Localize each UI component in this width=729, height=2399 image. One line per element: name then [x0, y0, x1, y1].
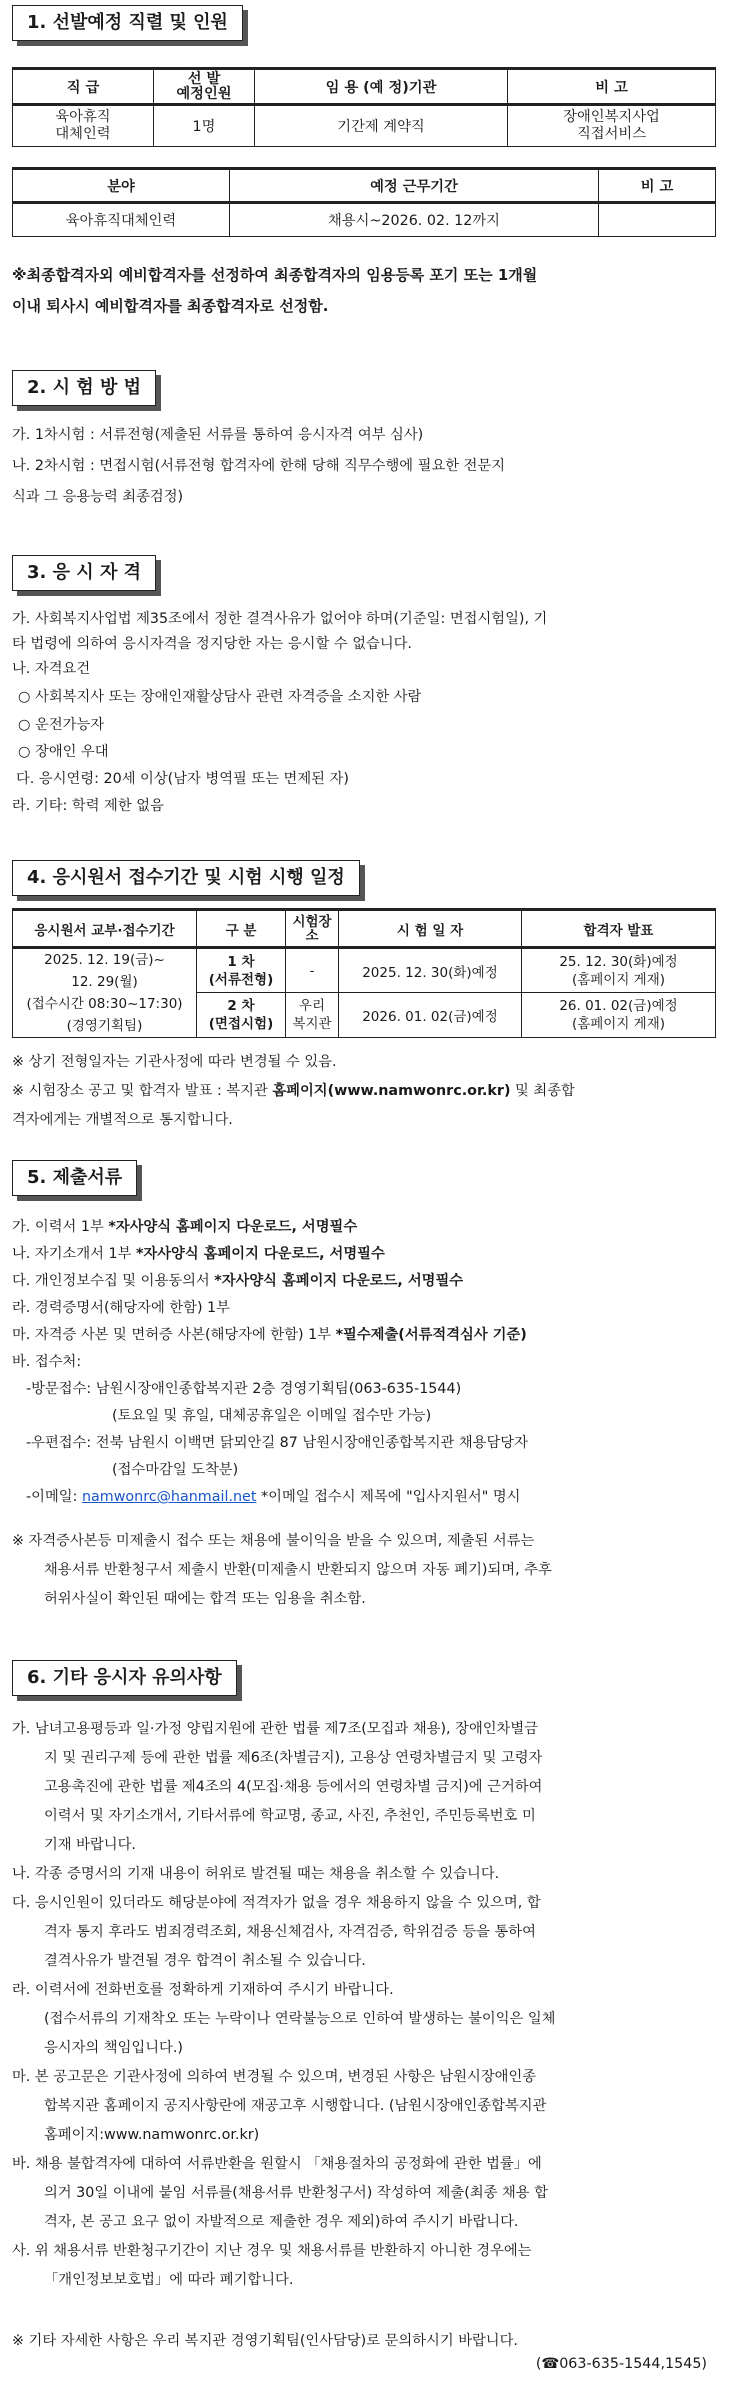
cell-round-1: 1 차 (서류전형) — [197, 948, 286, 993]
docs-2-label: 나. 자기소개서 1부 — [12, 1246, 136, 1262]
docs-line-2 — [12, 1243, 385, 1263]
cell-date-1: 2025. 12. 30(화)예정 — [339, 948, 522, 993]
notice-line: 합복지관 홈페이지 공지사항란에 재공고후 시행합니다. (남원시장애인종합복지관 — [44, 2098, 547, 2114]
notice-line: 응시자의 책임입니다.) — [44, 2040, 183, 2056]
cell-grade: 육아휴직 대체인력 — [13, 105, 154, 147]
period-table — [12, 167, 716, 237]
section-4-title: 4. 응시원서 접수기간 및 시험 시행 일정 — [12, 860, 360, 896]
col-remark2: 비 고 — [599, 169, 716, 203]
col-agency: 임 용 (예 정)기관 — [255, 69, 508, 105]
cell-field: 육아휴직대체인력 — [13, 203, 230, 237]
docs-mail: -우편접수: 전북 남원시 이백면 닭뫼안길 87 남원시장애인종합복지관 채용담당자 — [26, 1435, 528, 1451]
col-date: 시 험 일 자 — [339, 910, 522, 948]
cell-result-2: 26. 01. 02(금)예정 (홈페이지 게재) — [522, 993, 716, 1038]
qual-line-7: 다. 응시연령: 20세 이상(남자 병역필 또는 면제된 자) — [16, 771, 349, 787]
docs-line-4: 라. 경력증명서(해당자에 한함) 1부 — [12, 1300, 230, 1316]
notice-line: 홈페이지:www.namwonrc.or.kr) — [44, 2127, 260, 2143]
schedule-note-1: ※ 상기 전형일자는 기관사정에 따라 변경될 수 있음. — [12, 1054, 337, 1070]
cell-place-2: 우리 복지관 — [286, 993, 339, 1038]
qual-line-1: 가. 사회복지사업법 제35조에서 정한 결격사유가 없어야 하며(기준일: 면접시험일), 기 — [12, 611, 548, 627]
col-grade: 직 급 — [13, 69, 154, 105]
qual-line-2: 타 법령에 의하여 응시자격을 정지당한 자는 응시할 수 없습니다. — [12, 636, 412, 652]
homepage-link[interactable]: 홈페이지(www.namwonrc.or.kr) — [272, 1083, 511, 1099]
cell-quota: 1명 — [154, 105, 255, 147]
cell-period: 채용시~2026. 02. 12까지 — [230, 203, 599, 237]
contact-note: ※ 기타 자세한 사항은 우리 복지관 경영기획팀(인사담당)로 문의하시기 바랍니다. — [12, 2333, 518, 2349]
qual-line-4: ○ 사회복지사 또는 장애인재활상담사 관련 자격증을 소지한 사람 — [18, 689, 422, 705]
qual-line-5: ○ 운전가능자 — [18, 717, 105, 733]
exam-line-1: 가. 1차시험 : 서류전형(제출된 서류를 통하여 응시자격 여부 심사) — [12, 427, 424, 443]
email-link[interactable]: namwonrc@hanmail.net — [81, 1489, 257, 1505]
reserve-note-2: 이내 퇴사시 예비합격자를 최종합격자로 선정함. — [12, 297, 329, 315]
col-field: 분야 — [13, 169, 230, 203]
col-period: 예정 근무기간 — [230, 169, 599, 203]
docs-mail-note: (접수마감일 도착분) — [112, 1462, 239, 1478]
exam-line-2: 나. 2차시험 : 면접시험(서류전형 합격자에 한해 당해 직무수행에 필요한 전문지 — [12, 458, 506, 474]
cell-remark2 — [599, 203, 716, 237]
section-3-title: 3. 응 시 자 격 — [12, 555, 156, 591]
notice-line: 결격사유가 발견될 경우 합격이 취소될 수 있습니다. — [44, 1953, 366, 1969]
col-result: 합격자 발표 — [522, 910, 716, 948]
docs-note-3: 허위사실이 확인된 때에는 합격 또는 임용을 취소함. — [44, 1591, 366, 1607]
docs-line-6: 바. 접수처: — [12, 1354, 82, 1370]
section-1-title: 1. 선발예정 직렬 및 인원 — [12, 5, 243, 41]
qual-line-6: ○ 장애인 우대 — [18, 744, 109, 760]
notice-line: (접수서류의 기재착오 또는 누락이나 연락불능으로 인하여 발생하는 불이익은 일체 — [44, 2011, 556, 2027]
docs-line-1 — [12, 1216, 357, 1236]
notice-line: 의거 30일 이내에 붙임 서류를(채용서류 반환청구서) 작성하여 제출(최종 채용 합 — [44, 2185, 548, 2201]
cell-date-2: 2026. 01. 02(금)예정 — [339, 993, 522, 1038]
reserve-note-1: ※최종합격자외 예비합격자를 선정하여 최종합격자의 임용등록 포기 또는 1개월 — [12, 266, 538, 284]
exam-line-3: 식과 그 응용능력 최종검정) — [12, 489, 184, 505]
notice-line: 바. 채용 불합격자에 대하여 서류반환을 원할시 「채용절차의 공정화에 관한 법률」에 — [12, 2156, 542, 2172]
docs-3-label: 다. 개인정보수집 및 이용동의서 — [12, 1273, 215, 1289]
cell-result-1: 25. 12. 30(화)예정 (홈페이지 게재) — [522, 948, 716, 993]
notice-line: 이력서 및 자기소개서, 기타서류에 학교명, 종교, 사진, 추천인, 주민등록번호 미 — [44, 1808, 536, 1824]
docs-1-note: *자사양식 홈페이지 다운로드, 서명필수 — [108, 1219, 358, 1235]
docs-email-note: *이메일 접수시 제목에 "입사지원서" 명시 — [256, 1489, 521, 1505]
col-place: 시험장 소 — [286, 910, 339, 948]
docs-visit-note: (토요일 및 휴일, 대체공휴일은 이메일 접수만 가능) — [112, 1408, 432, 1424]
notice-line: 가. 남녀고용평등과 일·가정 양립지원에 관한 법률 제7조(모집과 채용), 장애인차별금 — [12, 1721, 538, 1737]
contact-phone: (☎063-635-1544,1545) — [535, 2356, 707, 2372]
notice-line: 마. 본 공고문은 기관사정에 의하여 변경될 수 있으며, 변경된 사항은 남원시장애인종 — [12, 2069, 537, 2085]
docs-line-3 — [12, 1270, 463, 1290]
notice-line: 라. 이력서에 전화번호를 정확하게 기재하여 주시기 바랍니다. — [12, 1982, 394, 1998]
docs-2-note: *자사양식 홈페이지 다운로드, 서명필수 — [135, 1246, 385, 1262]
docs-note-1: ※ 자격증사본등 미제출시 접수 또는 채용에 불이익을 받을 수 있으며, 제출된 서류는 — [12, 1533, 535, 1549]
schedule-note-3: 격자에게는 개별적으로 통지합니다. — [12, 1112, 233, 1128]
docs-5-label: 마. 자격증 사본 및 면허증 사본(해당자에 한함) 1부 — [12, 1327, 336, 1343]
notice-line: 사. 위 채용서류 반환청구기간이 지난 경우 및 채용서류를 반환하지 아니한 경우에는 — [12, 2243, 532, 2259]
position-table — [12, 67, 716, 147]
cell-remark: 장애인복지사업 직접서비스 — [508, 105, 716, 147]
docs-5-note: *필수제출(서류적격심사 기준) — [335, 1327, 527, 1343]
cell-place-1: - — [286, 948, 339, 993]
cell-agency: 기간제 계약직 — [255, 105, 508, 147]
notice-line: 지 및 권리구제 등에 관한 법률 제6조(차별금지), 고용상 연령차별금지 및 고령자 — [44, 1750, 543, 1766]
col-quota: 선 발 예정인원 — [154, 69, 255, 105]
docs-email-label: -이메일: — [26, 1489, 82, 1505]
col-remark: 비 고 — [508, 69, 716, 105]
docs-visit: -방문접수: 남원시장애인종합복지관 2층 경영기획팀(063-635-1544) — [26, 1381, 462, 1397]
cell-round-2: 2 차 (면접시험) — [197, 993, 286, 1038]
notice-line: 고용촉진에 관한 법률 제4조의 4(모집·채용 등에서의 연령차별 금지)에 근거하여 — [44, 1779, 543, 1795]
notice-line: 「개인정보보호법」에 따라 폐기합니다. — [44, 2272, 294, 2288]
notice-line: 기재 바랍니다. — [44, 1837, 136, 1853]
schedule-note-2-c: 및 최종합 — [510, 1083, 575, 1099]
docs-note-2: 채용서류 반환청구서 제출시 반환(미제출시 반환되지 않으며 자동 폐기)되며, 추후 — [44, 1562, 552, 1578]
qual-line-3: 나. 자격요건 — [12, 661, 91, 677]
docs-1-label: 가. 이력서 1부 — [12, 1219, 109, 1235]
docs-email — [26, 1486, 520, 1506]
schedule-note-2-a: ※ 시험장소 공고 및 합격자 발표 : 복지관 — [12, 1083, 273, 1099]
col-type: 구 분 — [197, 910, 286, 948]
docs-3-note: *자사양식 홈페이지 다운로드, 서명필수 — [214, 1273, 464, 1289]
schedule-table — [12, 908, 716, 1038]
docs-line-5 — [12, 1324, 527, 1344]
col-application: 응시원서 교부·접수기간 — [13, 910, 197, 948]
section-5-title: 5. 제출서류 — [12, 1160, 137, 1196]
notice-line: 나. 각종 증명서의 기재 내용이 허위로 발견될 때는 채용을 취소할 수 있습니다. — [12, 1866, 500, 1882]
section-2-title: 2. 시 험 방 법 — [12, 370, 156, 406]
cell-application-period: 2025. 12. 19(금)~ 12. 29(월) (접수시간 08:30~17:30) (경영기획팀) — [13, 948, 197, 1038]
notice-line: 격자 통지 후라도 범죄경력조회, 채용신체검사, 자격검증, 학위검증 등을 통하여 — [44, 1924, 536, 1940]
notice-line: 격자, 본 공고 요구 없이 자발적으로 제출한 경우 제외)하여 주시기 바랍니다. — [44, 2214, 519, 2230]
section-6-title: 6. 기타 응시자 유의사항 — [12, 1660, 237, 1696]
notice-line: 다. 응시인원이 있더라도 해당분야에 적격자가 없을 경우 채용하지 않을 수 있으며, 합 — [12, 1895, 541, 1911]
qual-line-8: 라. 기타: 학력 제한 없음 — [12, 798, 164, 814]
schedule-note-2 — [12, 1080, 575, 1100]
